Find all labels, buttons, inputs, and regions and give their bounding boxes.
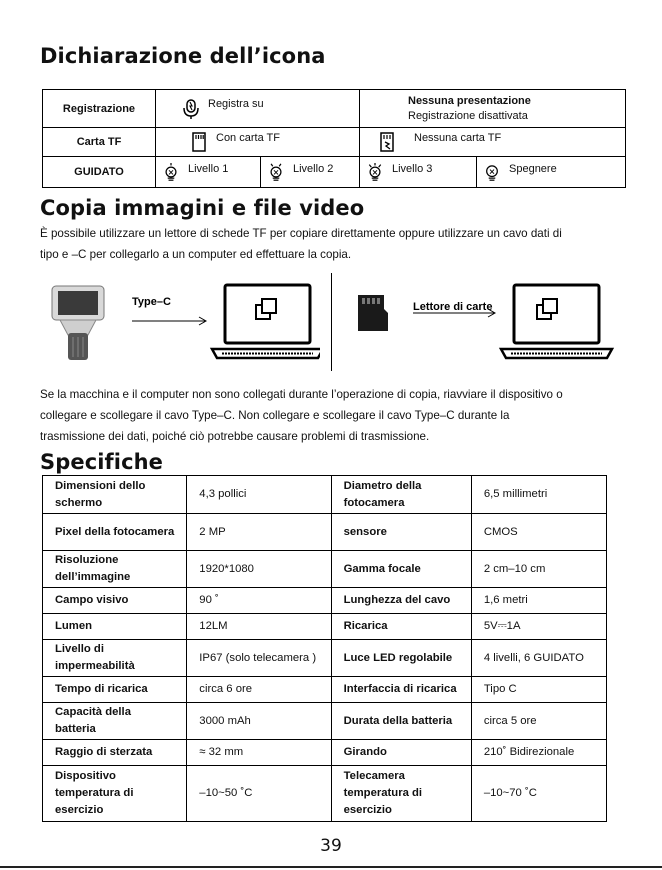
led-level-1-text: Livello 1 <box>188 163 229 175</box>
led-level-3-text: Livello 3 <box>392 163 433 175</box>
section-title-copy: Copia immagini e file video <box>40 196 365 220</box>
warning-paragraph-line-2: collegare e scollegare il cavo Type–C. Non collegare e scollegare il cavo Type–C durante la <box>40 409 510 422</box>
endoscope-connection-diagram <box>40 283 320 365</box>
table-row <box>43 766 607 822</box>
led-level-2-cell <box>261 157 360 188</box>
spec-value: CMOS <box>471 514 606 551</box>
spec-value: –10~50 ˚C <box>187 766 331 822</box>
spec-value: 2 MP <box>187 514 331 551</box>
section-title-specs: Specifiche <box>40 450 164 474</box>
spec-label: Pixel della fotocamera <box>43 514 187 551</box>
led-level-1-cell <box>156 157 261 188</box>
no-sd-card-icon <box>378 132 396 152</box>
table-row <box>43 551 607 588</box>
type-c-label: Type–C <box>132 296 171 308</box>
laptop-icon <box>212 285 320 358</box>
spec-label: Dispositivo temperatura di esercizio <box>43 766 187 822</box>
endoscope-device-icon <box>52 286 104 360</box>
micro-sd-card-icon <box>358 295 388 331</box>
sd-card-icon <box>190 132 208 152</box>
laptop-icon <box>501 285 612 358</box>
copy-paragraph-line-1: È possibile utilizzare un lettore di schede TF per copiare direttamente oppure utilizzare un cavo dati di <box>40 227 562 240</box>
table-row <box>43 640 607 677</box>
card-reader-label: Lettore di carte <box>413 301 493 313</box>
table-row <box>43 476 607 514</box>
spec-label: Interfaccia di ricarica <box>331 677 471 703</box>
card-reader-connection-diagram <box>354 283 634 365</box>
with-card-text: Con carta TF <box>216 132 280 144</box>
spec-value: 3000 mAh <box>187 703 331 740</box>
led-level-3-cell <box>360 157 477 188</box>
spec-label: Ricarica <box>331 614 471 640</box>
table-row <box>43 703 607 740</box>
spec-value: circa 6 ore <box>187 677 331 703</box>
led-level-2-text: Livello 2 <box>293 163 334 175</box>
spec-value: 5V⎓1A <box>471 614 606 640</box>
recording-on-text: Registra su <box>208 97 264 110</box>
spec-label: Capacità della batteria <box>43 703 187 740</box>
section-title-icons: Dichiarazione dell’icona <box>40 44 326 68</box>
spec-label: Risoluzione dell’immagine <box>43 551 187 588</box>
icon-legend-table <box>42 89 626 188</box>
led-off-cell <box>477 157 626 188</box>
spec-label: Tempo di ricarica <box>43 677 187 703</box>
spec-label: Telecamera temperatura di esercizio <box>331 766 471 822</box>
spec-value: 1,6 metri <box>471 588 606 614</box>
specifications-table <box>42 475 607 822</box>
warning-paragraph-line-3: trasmissione dei dati, poiché ciò potrebbe causare problemi di trasmissione. <box>40 430 430 443</box>
spec-label: Lumen <box>43 614 187 640</box>
table-row <box>43 677 607 703</box>
spec-label: Durata della batteria <box>331 703 471 740</box>
spec-value: circa 5 ore <box>471 703 606 740</box>
spec-value: Tipo C <box>471 677 606 703</box>
spec-label: Diametro della fotocamera <box>331 476 471 514</box>
recording-off-title: Nessuna presentazione <box>408 95 531 107</box>
without-card-cell <box>360 128 626 157</box>
bottom-rule <box>0 866 662 868</box>
warning-paragraph <box>40 384 630 447</box>
microphone-on-icon <box>182 98 200 120</box>
led-level-3-icon <box>366 163 384 181</box>
copy-paragraph-line-2: tipo e –C per collegarlo a un computer ed effettuare la copia. <box>40 248 352 261</box>
without-card-text: Nessuna carta TF <box>414 132 502 144</box>
row-label-registrazione: Registrazione <box>43 90 156 128</box>
led-level-2-icon <box>267 163 285 181</box>
spec-value: 210˚ Bidirezionale <box>471 740 606 766</box>
spec-label: Livello di impermeabilità <box>43 640 187 677</box>
row-label-carta-tf: Carta TF <box>43 128 156 157</box>
spec-value: 12LM <box>187 614 331 640</box>
spec-value: 4,3 pollici <box>187 476 331 514</box>
row-label-guidato: GUIDATO <box>43 157 156 188</box>
table-row <box>43 740 607 766</box>
spec-label: Gamma focale <box>331 551 471 588</box>
spec-value: 4 livelli, 6 GUIDATO <box>471 640 606 677</box>
led-off-text: Spegnere <box>509 163 557 175</box>
recording-off-cell <box>360 90 626 128</box>
led-level-1-icon <box>162 163 180 181</box>
spec-label: Campo visivo <box>43 588 187 614</box>
spec-value: 90 ˚ <box>187 588 331 614</box>
spec-value: 1920*1080 <box>187 551 331 588</box>
page-number: 39 <box>320 836 342 856</box>
recording-off-text: Registrazione disattivata <box>408 110 528 122</box>
spec-label: sensore <box>331 514 471 551</box>
spec-value: 2 cm–10 cm <box>471 551 606 588</box>
spec-label: Luce LED regolabile <box>331 640 471 677</box>
diagram-divider <box>331 273 332 371</box>
warning-paragraph-line-1: Se la macchina e il computer non sono collegati durante l’operazione di copia, riavviare il dispositivo o <box>40 388 563 401</box>
spec-value: IP67 (solo telecamera ) <box>187 640 331 677</box>
copy-paragraph <box>40 223 630 265</box>
spec-label: Dimensioni dello schermo <box>43 476 187 514</box>
led-off-icon <box>483 163 501 181</box>
spec-value: –10~70 ˚C <box>471 766 606 822</box>
table-row <box>43 614 607 640</box>
table-row <box>43 588 607 614</box>
with-card-cell <box>156 128 360 157</box>
spec-value: ≈ 32 mm <box>187 740 331 766</box>
recording-on-cell <box>156 90 360 128</box>
table-row <box>43 514 607 551</box>
arrow-right-icon <box>132 317 206 325</box>
spec-label: Girando <box>331 740 471 766</box>
spec-value: 6,5 millimetri <box>471 476 606 514</box>
spec-label: Lunghezza del cavo <box>331 588 471 614</box>
spec-label: Raggio di sterzata <box>43 740 187 766</box>
